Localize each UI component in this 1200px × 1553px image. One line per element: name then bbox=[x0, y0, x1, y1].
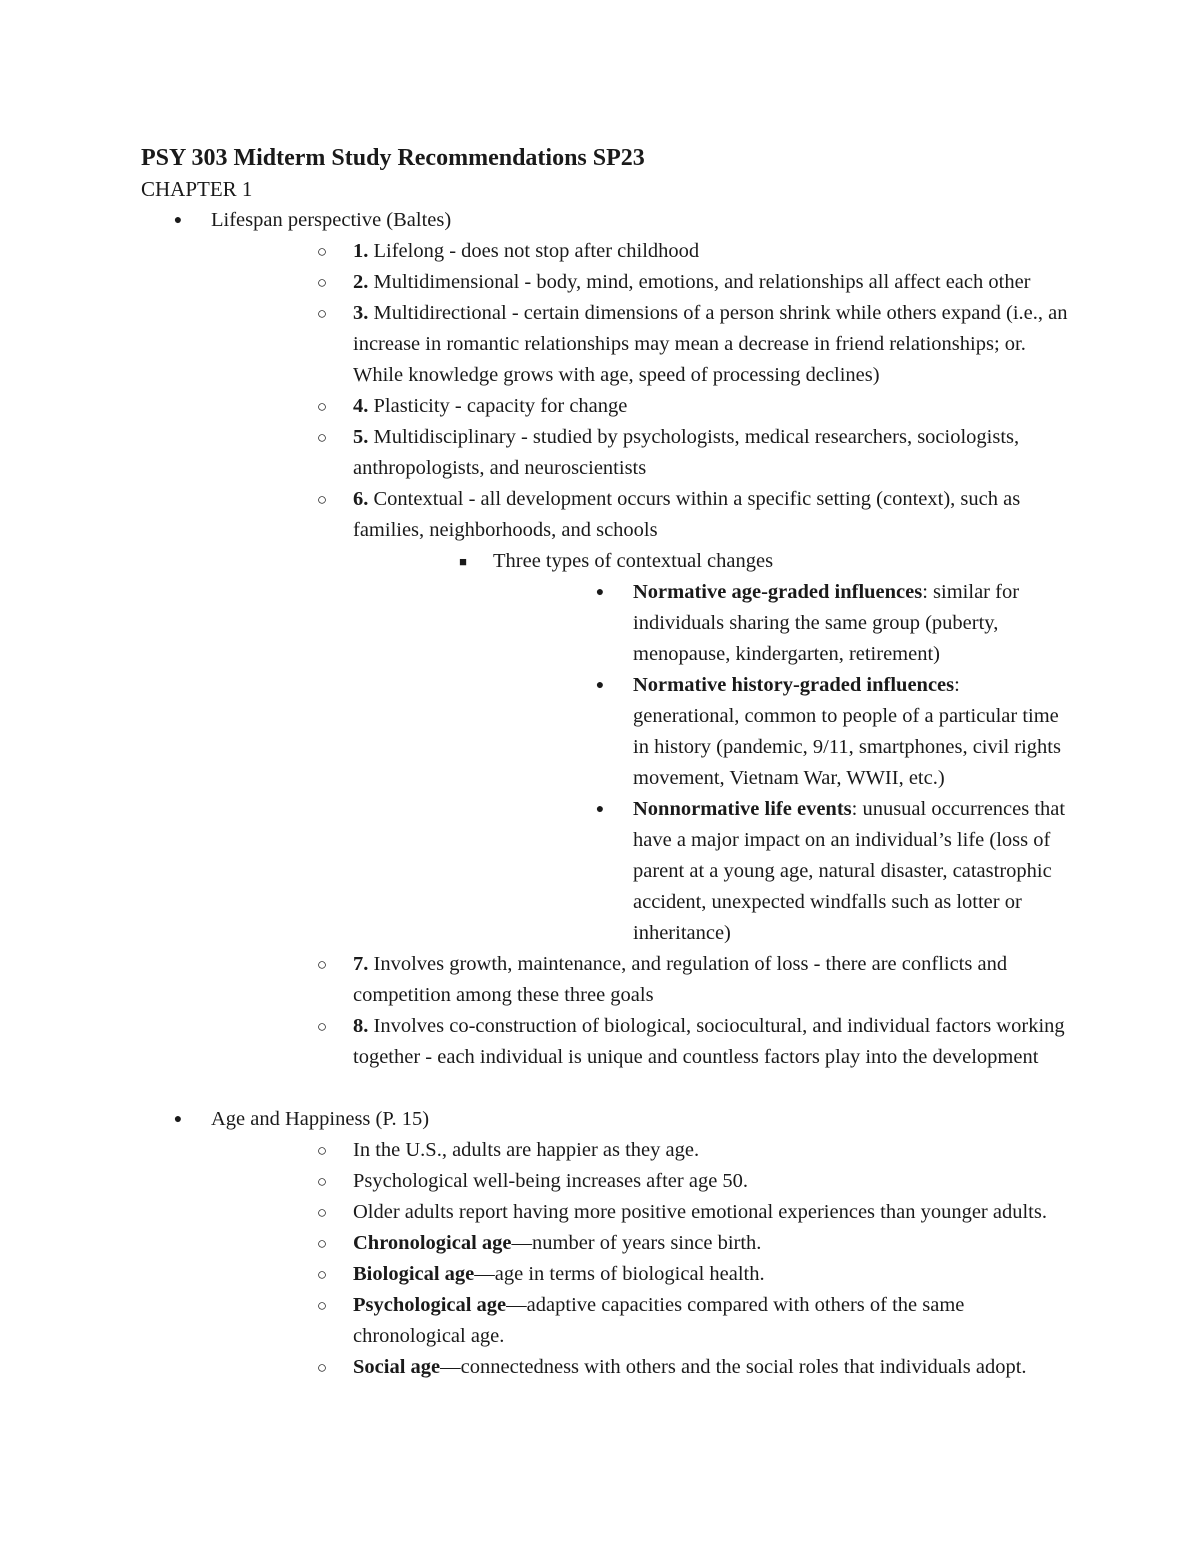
list-item-happiness bbox=[141, 1104, 1071, 1383]
principle-item bbox=[283, 267, 1071, 298]
influence-item bbox=[563, 794, 1071, 949]
principle-item bbox=[283, 949, 1071, 1011]
circle-bullet-icon: ○ bbox=[316, 273, 328, 292]
circle-bullet-icon: ○ bbox=[316, 397, 328, 416]
influence-text: : generational, common to people of a particular time in history (pandemic, 9/11, smartphones, civil rights movement, Vietnam War, WWII, etc.) bbox=[633, 674, 1061, 789]
influence-item bbox=[563, 577, 1071, 670]
principle-item bbox=[283, 391, 1071, 422]
influence-term: Normative age-graded influences bbox=[633, 581, 923, 603]
main-list bbox=[141, 205, 1071, 1383]
circle-bullet-icon: ○ bbox=[316, 304, 328, 323]
circle-bullet-icon: ○ bbox=[316, 955, 328, 974]
age-definition bbox=[283, 1259, 1071, 1290]
fact-text: In the U.S., adults are happier as they age. bbox=[353, 1139, 700, 1161]
principle-number: 1. bbox=[353, 240, 369, 262]
fact-text: Older adults report having more positive emotional experiences than younger adults. bbox=[353, 1201, 1047, 1223]
influence-list bbox=[563, 577, 1071, 949]
principle-item bbox=[283, 422, 1071, 484]
disc-bullet-icon: ● bbox=[173, 213, 183, 228]
section-spacer bbox=[211, 1073, 1071, 1104]
circle-bullet-icon: ○ bbox=[316, 1141, 328, 1160]
age-term: Social age bbox=[353, 1356, 441, 1378]
age-definition-text: —number of years since birth. bbox=[511, 1232, 762, 1254]
circle-bullet-icon: ○ bbox=[316, 1172, 328, 1191]
circle-bullet-icon: ○ bbox=[316, 242, 328, 261]
contextual-list bbox=[423, 546, 1071, 949]
influence-text: : unusual occurrences that have a major impact on an individual’s life (loss of parent at a young age, natural disaster, catastrophic accident, unexpected windfalls such as lotter or inheritance) bbox=[633, 798, 1066, 944]
happiness-fact bbox=[283, 1135, 1071, 1166]
age-term: Chronological age bbox=[353, 1232, 512, 1254]
happiness-list bbox=[283, 1135, 1071, 1383]
principle-text: Contextual - all development occurs within a specific setting (context), such as families, neighborhoods, and schools bbox=[353, 488, 1021, 541]
document-title: PSY 303 Midterm Study Recommendations SP23 bbox=[141, 145, 645, 171]
disc-bullet-icon: ● bbox=[595, 678, 605, 693]
principle-item bbox=[283, 1011, 1071, 1073]
disc-bullet-icon: ● bbox=[595, 585, 605, 600]
influence-term: Nonnormative life events bbox=[633, 798, 852, 820]
circle-bullet-icon: ○ bbox=[316, 428, 328, 447]
age-term: Biological age bbox=[353, 1263, 475, 1285]
age-definition-text: —adaptive capacities compared with others of the same chronological age. bbox=[353, 1294, 965, 1347]
circle-bullet-icon: ○ bbox=[316, 1017, 328, 1036]
age-definition bbox=[283, 1290, 1071, 1352]
age-definition-text: —connectedness with others and the social roles that individuals adopt. bbox=[440, 1356, 1027, 1378]
principle-item bbox=[283, 484, 1071, 949]
chapter-heading: CHAPTER 1 bbox=[141, 177, 253, 201]
principle-number: 2. bbox=[353, 271, 369, 293]
age-definition bbox=[283, 1352, 1071, 1383]
document-page bbox=[141, 143, 1071, 1383]
lifespan-principles-list bbox=[283, 236, 1071, 1073]
lifespan-heading: Lifespan perspective (Baltes) bbox=[211, 209, 452, 231]
fact-text: Psychological well-being increases after age 50. bbox=[353, 1170, 749, 1192]
disc-bullet-icon: ● bbox=[173, 1112, 183, 1127]
influence-item bbox=[563, 670, 1071, 794]
principle-number: 7. bbox=[353, 953, 369, 975]
circle-bullet-icon: ○ bbox=[316, 1265, 328, 1284]
circle-bullet-icon: ○ bbox=[316, 490, 328, 509]
contextual-heading: Three types of contextual changes bbox=[493, 550, 774, 572]
contextual-changes-item bbox=[423, 546, 1071, 949]
happiness-fact bbox=[283, 1197, 1071, 1228]
square-bullet-icon: ■ bbox=[459, 554, 467, 569]
principle-number: 4. bbox=[353, 395, 369, 417]
age-definition bbox=[283, 1228, 1071, 1259]
influence-text: : similar for individuals sharing the same group (puberty, menopause, kindergarten, retirement) bbox=[633, 581, 1020, 665]
disc-bullet-icon: ● bbox=[595, 802, 605, 817]
age-definition-text: —age in terms of biological health. bbox=[474, 1263, 765, 1285]
happiness-heading: Age and Happiness (P. 15) bbox=[211, 1108, 430, 1130]
principle-text: Multidisciplinary - studied by psychologists, medical researchers, sociologists, anthropologists, and neuroscientists bbox=[353, 426, 1020, 479]
principle-number: 3. bbox=[353, 302, 369, 324]
happiness-fact bbox=[283, 1166, 1071, 1197]
circle-bullet-icon: ○ bbox=[316, 1203, 328, 1222]
principle-number: 5. bbox=[353, 426, 369, 448]
age-term: Psychological age bbox=[353, 1294, 507, 1316]
principle-text: Involves growth, maintenance, and regulation of loss - there are conflicts and competition among these three goals bbox=[353, 953, 1008, 1006]
principle-item bbox=[283, 298, 1071, 391]
principle-text: Multidirectional - certain dimensions of a person shrink while others expand (i.e., an increase in romantic relationships may mean a decrease in friend relationships; or. While knowledge grows with age, speed of processing declines) bbox=[353, 302, 1068, 386]
principle-text: Plasticity - capacity for change bbox=[368, 395, 628, 417]
principle-number: 6. bbox=[353, 488, 369, 510]
principle-item bbox=[283, 236, 1071, 267]
principle-text: Lifelong - does not stop after childhood bbox=[368, 240, 700, 262]
circle-bullet-icon: ○ bbox=[316, 1296, 328, 1315]
list-item-lifespan bbox=[141, 205, 1071, 1104]
principle-number: 8. bbox=[353, 1015, 369, 1037]
influence-term: Normative history-graded influences bbox=[633, 674, 955, 696]
circle-bullet-icon: ○ bbox=[316, 1234, 328, 1253]
principle-text: Involves co-construction of biological, sociocultural, and individual factors working together - each individual is unique and countless factors play into the development bbox=[353, 1015, 1065, 1068]
principle-text: Multidimensional - body, mind, emotions, and relationships all affect each other bbox=[368, 271, 1031, 293]
circle-bullet-icon: ○ bbox=[316, 1358, 328, 1377]
